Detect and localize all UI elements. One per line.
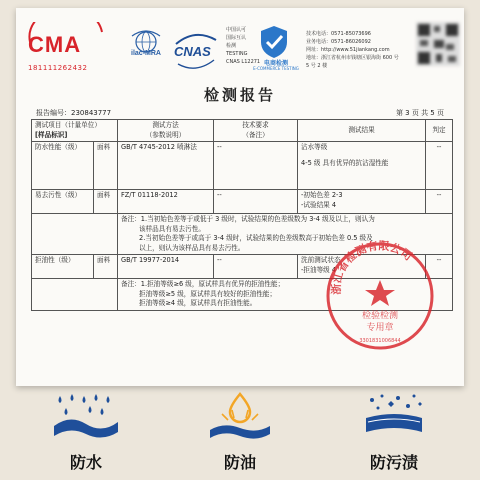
note-line: 拒油等级≥4 级，原试样具有拒油性能。 (139, 299, 257, 307)
result-line: -试验结果 4 (301, 200, 337, 209)
official-seal (324, 240, 436, 352)
oil-drop-icon (204, 392, 276, 440)
cell-verdict: -- (426, 255, 453, 279)
contact-line: 网址：http://www.51jiankang.com (306, 47, 390, 53)
result-line: 4-5 级 具有优异的抗沾湿性能 (301, 158, 389, 167)
header-label: [样品标识] (35, 130, 68, 139)
cell-result (298, 142, 426, 190)
feature-label-stainproof: 防污渍 (369, 453, 418, 472)
header-label: 测试项目（计量单位） (35, 121, 101, 129)
water-drops-icon (50, 392, 122, 440)
cma-text: CMA (28, 32, 82, 57)
report-title: 检测报告 (203, 86, 276, 104)
report-number (36, 108, 111, 118)
header-result (298, 120, 426, 142)
cell-sample: 面料 (94, 142, 118, 190)
feature-label-oilproof: 防油 (223, 453, 256, 472)
cell-method: FZ/T 01118-2012 (118, 190, 214, 214)
header-verdict (426, 120, 453, 142)
org-line: CNAS L12271 (226, 59, 261, 65)
feature-strip (0, 382, 480, 480)
table-row (32, 190, 453, 214)
result-line: 沾水等级 (301, 143, 328, 151)
cell-empty (32, 279, 118, 311)
table-row (32, 142, 453, 190)
ecom-title: 电商检测 (263, 60, 288, 67)
header-label: 测试结果 (348, 125, 375, 134)
note-line: 备注：1.当初始色差等于或低于 3 级时，试验结果的色差级数为 3-4 级及以上，则认为 (121, 215, 375, 223)
report-number-value: 230843777 (71, 109, 112, 117)
contact-line: 技术电话：0571-85073696 (306, 31, 371, 37)
ecommerce-testing-logo (256, 24, 292, 60)
contact-info (306, 30, 399, 70)
org-line: TESTING (226, 51, 248, 57)
result-line: -拒油等级 4 (301, 265, 337, 274)
cell-verdict: -- (426, 142, 453, 190)
report-number-label: 报告编号： (36, 109, 71, 117)
stain-fabric-icon (358, 392, 430, 440)
header-test-item (32, 120, 118, 142)
cnas-text: CNAS (174, 44, 211, 59)
note-line: 拒油等级≥5 级，原试样具有较好的拒油性能； (139, 289, 277, 298)
feature-label-waterproof: 防水 (69, 453, 102, 472)
header-method (118, 120, 214, 142)
cell-empty (32, 214, 118, 255)
note-line: 该样品具有易去污性。 (139, 224, 205, 233)
ilac-text: ilac-MRA (131, 50, 161, 57)
header-label: 测试方法 (152, 121, 179, 129)
header-label: （备注） (242, 130, 269, 139)
header-label: （参数说明） (145, 130, 186, 139)
cell-method: GB/T 4745-2012 喷淋法 (118, 142, 214, 190)
org-line: 检测 (226, 43, 237, 49)
report-paper (16, 8, 464, 386)
note-line: 备注：1.拒油等级≥6 级，原试样具有优异的拒油性能； (121, 280, 285, 288)
ecom-subtitle: E-COMMERCE TESTING (253, 66, 299, 71)
cell-item: 拒油性（级） (32, 255, 94, 279)
contact-line: 业务电话：0571-86026092 (306, 39, 371, 45)
org-line: 国际互认 (226, 35, 247, 41)
cell-item: 防水性能（级） (32, 142, 94, 190)
table-header-row (32, 120, 453, 142)
cell-requirement: -- (214, 142, 298, 190)
qr-code-icon (416, 22, 460, 66)
cma-logo (28, 22, 114, 74)
header-logos (28, 22, 458, 76)
note-line: 2.当初始色差等于或高于 3-4 级时，试验结果的色差级数高于初始色差 0.5 级及 (139, 234, 373, 242)
cma-number: 181111262432 (28, 64, 88, 72)
cell-requirement: -- (214, 255, 298, 279)
page-info: 第 3 页 共 5 页 (395, 109, 444, 117)
cell-sample: 面料 (94, 255, 118, 279)
header-label: 判定 (432, 125, 446, 134)
contact-line: 5 号 2 楼 (306, 63, 328, 69)
cell-verdict: -- (426, 190, 453, 214)
result-line: -初始色差 2-3 (301, 191, 343, 199)
seal-center-line1: 检验检测 (361, 311, 399, 321)
org-line: 中国认可 (226, 27, 247, 33)
cell-sample: 面料 (94, 190, 118, 214)
cell-result (298, 190, 426, 214)
header-label: 技术要求 (242, 121, 269, 129)
seal-center-line2: 专用章 (366, 323, 394, 333)
seal-number: 3301831006844 (359, 338, 401, 344)
note-line: 以上，则认为该样品具有易去污性。 (139, 243, 245, 252)
header-requirement (214, 120, 298, 142)
contact-line: 地址：浙江省杭州市钱塘区银海街 600 号 (306, 55, 399, 61)
seal-ring-text: 浙江省检测有限公司 (329, 240, 415, 295)
result-line: 洗前测试状态 (301, 256, 341, 264)
cell-method: GB/T 19977-2014 (118, 255, 214, 279)
cell-item: 易去污性（级） (32, 190, 94, 214)
cell-requirement: -- (214, 190, 298, 214)
